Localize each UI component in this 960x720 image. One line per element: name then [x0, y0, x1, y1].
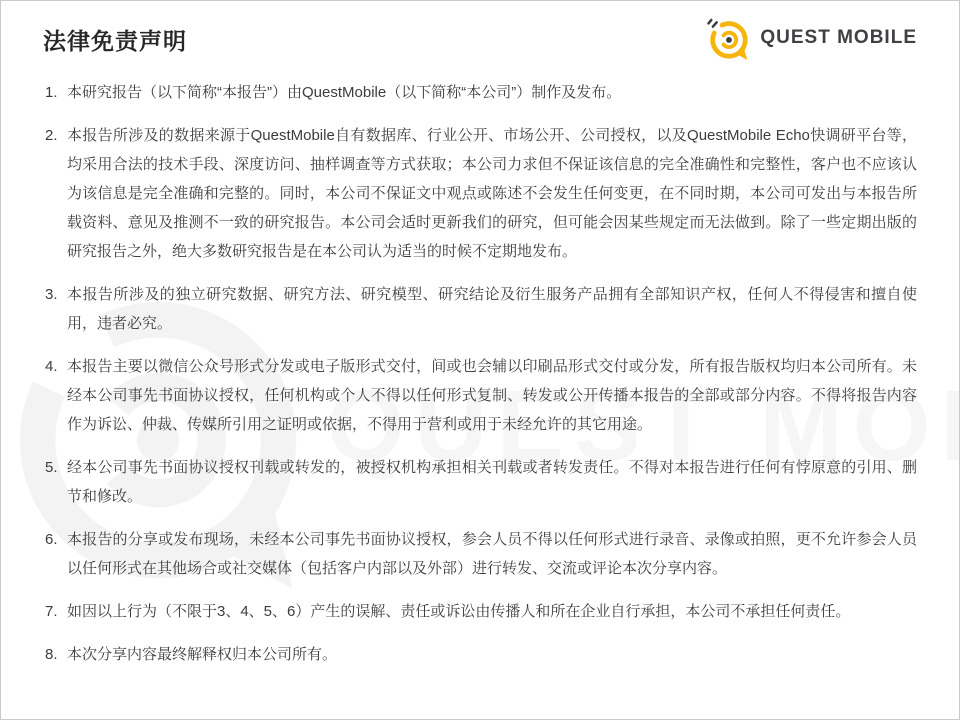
item-number: 8. — [45, 646, 58, 663]
item-text: 如因以上行为（不限于3、4、5、6）产生的误解、责任或诉讼由传播人和所在企业自行承担，本公司不承担任何责任。 — [67, 603, 851, 620]
list-item — [45, 78, 917, 107]
item-number: 5. — [45, 459, 58, 476]
header — [1, 1, 959, 61]
item-text: 本报告所涉及的数据来源于QuestMobile自有数据库、行业公开、市场公开、公司授权，以及QuestMobile Echo快调研平台等，均采用合法的技术手段、深度访问、抽样调查等方式获取；本公司力求但不保证该信息的完全准确性和完整性，客户也不应该认为该信息是完全准确和完整的。同时，本公司不保证文中观点或陈述不会发生任何变更，在不同时期，本公司可发出与本报告所载资料、意见及推测不一致的研究报告。本公司会适时更新我们的研究，但可能会因某些规定而无法做到。除了一些定期出版的研究报告之外，绝大多数研究报告是在本公司认为适当的时候不定期地发布。 — [67, 127, 917, 260]
item-number: 7. — [45, 603, 58, 620]
item-number: 4. — [45, 358, 58, 375]
questmobile-logo-icon — [705, 15, 751, 61]
list-item — [45, 453, 917, 511]
list-item — [45, 525, 917, 583]
item-text: 本报告主要以微信公众号形式分发或电子版形式交付，间或也会辅以印刷品形式交付或分发，所有报告版权均归本公司所有。未经本公司事先书面协议授权，任何机构或个人不得以任何形式复制、转发或公开传播本报告的全部或部分内容。不得将报告内容作为诉讼、仲裁、传媒所引用之证明或依据，不得用于营利或用于未经允许的其它用途。 — [67, 358, 917, 433]
item-number: 1. — [45, 84, 58, 101]
list-item — [45, 352, 917, 439]
list-item — [45, 640, 917, 669]
list-item — [45, 597, 917, 626]
item-text: 本次分享内容最终解释权归本公司所有。 — [67, 646, 338, 663]
list-item — [45, 280, 917, 338]
page-title: 法律免责声明 — [43, 28, 187, 54]
item-text: 本报告的分享或发布现场，未经本公司事先书面协议授权，参会人员不得以任何形式进行录音、录像或拍照，更不允许参会人员以任何形式在其他场合或社交媒体（包括客户内部以及外部）进行转发、交流或评论本次分享内容。 — [67, 531, 917, 577]
disclaimer-list — [1, 61, 959, 669]
questmobile-logo — [705, 15, 917, 61]
item-number: 6. — [45, 531, 58, 548]
list-item — [45, 121, 917, 266]
item-number: 2. — [45, 127, 58, 144]
item-text: 经本公司事先书面协议授权刊载或转发的，被授权机构承担相关刊载或者转发责任。不得对本报告进行任何有悖原意的引用、删节和修改。 — [67, 459, 917, 505]
logo-brand-text: QUEST MOBILE — [760, 27, 917, 48]
item-text: 本报告所涉及的独立研究数据、研究方法、研究模型、研究结论及衍生服务产品拥有全部知识产权，任何人不得侵害和擅自使用，违者必究。 — [67, 286, 917, 332]
item-text: 本研究报告（以下简称“本报告”）由QuestMobile（以下简称“本公司”）制作及发布。 — [67, 84, 622, 101]
item-number: 3. — [45, 286, 58, 303]
